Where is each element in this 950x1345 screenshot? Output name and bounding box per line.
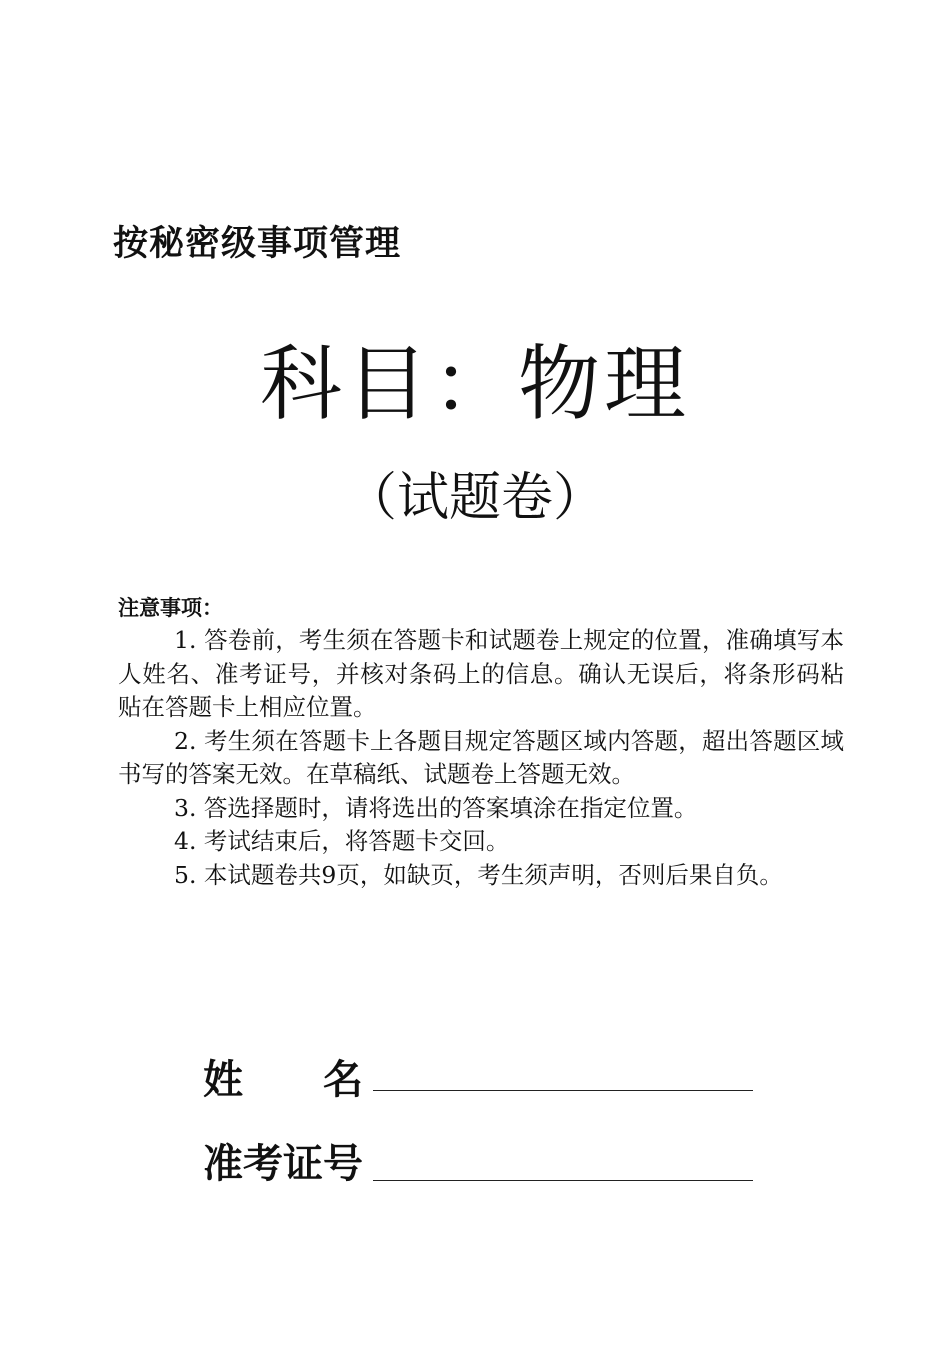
notice-title: 注意事项： [118, 596, 223, 620]
notice-item-2: 2. 考生须在答题卡上各题目规定答题区域内答题，超出答题区域书写的答案无效。在草稿纸、试题卷上答题无效。 [118, 726, 844, 788]
notice-item-3: 3. 答选择题时，请将选出的答案填涂在指定位置。 [174, 793, 698, 822]
notice-item-4: 4. 考试结束后，将答题卡交回。 [174, 827, 510, 855]
exam-number-field [203, 1136, 763, 1192]
notice-item-1: 1. 答卷前，考生须在答题卡和试题卷上规定的位置，准确填写本人姓名、准考证号，并核对条码上的信息。确认无误后，将条形码粘贴在答题卡上相应位置。 [118, 626, 844, 721]
paper-type-title: （试题卷） [344, 468, 605, 528]
notice-section [118, 592, 844, 892]
name-blank-line[interactable] [373, 1090, 753, 1091]
name-label: 姓 名 [203, 1057, 363, 1103]
subject-title: 科目：物理 [259, 337, 690, 432]
confidentiality-label: 按秘密级事项管理 [113, 224, 402, 264]
notice-item-5: 5. 本试题卷共9页，如缺页，考生须声明，否则后果自负。 [174, 860, 783, 889]
exam-number-blank-line[interactable] [373, 1180, 753, 1181]
exam-number-label: 准考证号 [203, 1141, 363, 1187]
name-field [203, 1052, 763, 1108]
